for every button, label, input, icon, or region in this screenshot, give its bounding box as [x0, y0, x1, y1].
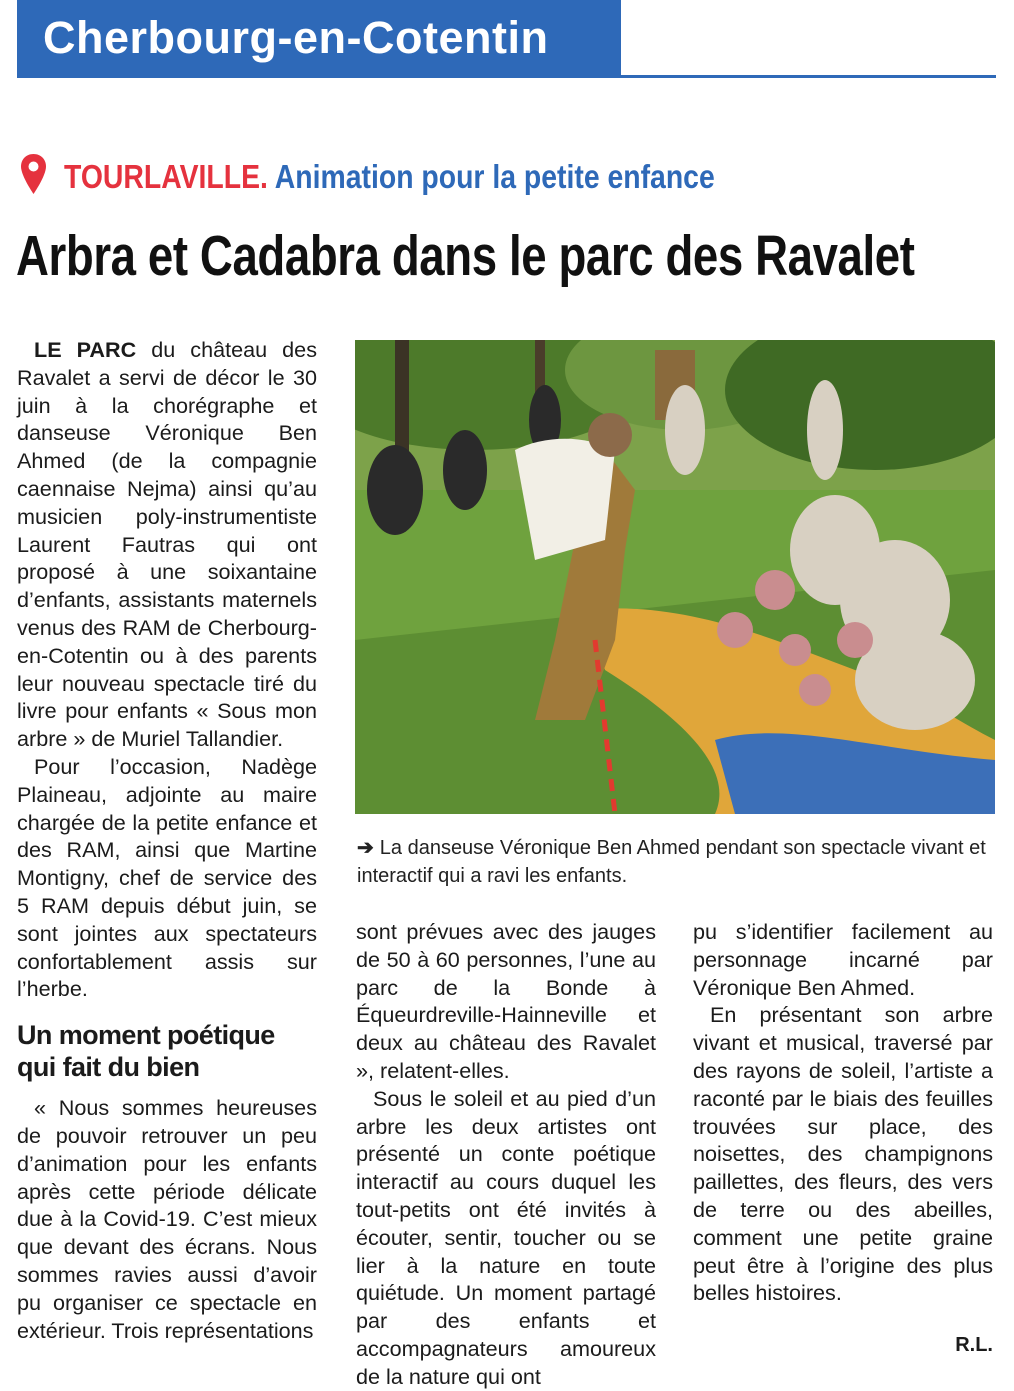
paragraph-1 — [17, 336, 317, 753]
caption-text: La danseuse Véronique Ben Ahmed pendant son spectacle vivant et interactif qui a ravi les enfants. — [357, 837, 986, 887]
paragraph-1-text: du château des Ravalet a servi de décor le 30 juin à la chorégraphe et danseuse Véronique Ben Ahmed (de la compagnie caennaise Nejma) ainsi qu’au musicien poly-instrumentiste Laurent Fautras qui ont proposé à une soixantaine d’enfants, assistants maternels venus des RAM de Cherbourg-en-Cotentin ou à des parents leur nouveau spectacle tiré du livre pour enfants « Sous mon arbre » de Muriel Tallandier. — [17, 337, 317, 752]
paragraph-3-continued: sont prévues avec des jauges de 50 à 60 personnes, l’une au parc de la Bonde à Équeurdreville-Hainneville et deux au château des Ravalet », relatent-elles. — [356, 919, 656, 1083]
subheading: Un moment poétique qui fait du bien — [17, 1020, 275, 1083]
paragraph-5: En présentant son arbre vivant et musical, traversé par des rayons de soleil, l’artiste a raconté par le biais des feuilles trouvées sur place, des noisettes, des champignons paillettes, des fleurs, des vers de terre ou des abeilles, comment une petite graine peut être à l’origine des plus belles histoires. — [693, 1002, 993, 1306]
article-photo — [355, 340, 995, 814]
headline: Arbra et Cadabra dans le parc des Ravalet — [16, 224, 915, 288]
article-column-2 — [356, 918, 656, 1391]
kicker-place: TOURLAVILLE. — [64, 158, 268, 195]
photo-illustration — [355, 340, 995, 814]
article-column-1 — [17, 336, 317, 1344]
article-column-3 — [693, 918, 993, 1307]
section-banner — [17, 0, 621, 78]
kicker-topic: Animation pour la petite enfance — [274, 158, 715, 195]
kicker — [64, 154, 715, 200]
author-signature: R.L. — [955, 1334, 993, 1356]
photo-caption — [357, 834, 997, 890]
section-rule — [621, 75, 996, 78]
paragraph-3: « Nous sommes heureuses de pouvoir retrouver un peu d’animation pour les enfants après cette période délicate due à la Covid-19. C’est mieux que devant des écrans. Nous sommes ravies aussi d’avoir pu organiser ce spectacle en extérieur. Trois représentations — [17, 1095, 317, 1343]
caption-arrow-icon: ➔ — [357, 837, 374, 859]
paragraph-4-continued: pu s’identifier facilement au personnage incarné par Véronique Ben Ahmed. — [693, 919, 993, 1000]
section-title: Cherbourg-en-Cotentin — [43, 12, 549, 63]
paragraph-2: Pour l’occasion, Nadège Plaineau, adjointe au maire chargée de la petite enfance et des RAM, ainsi que Martine Montigny, chef de service des 5 RAM depuis début juin, se sont jointes aux spectateurs confortablement assis sur l’herbe. — [17, 753, 317, 1002]
lead-in: LE PARC — [34, 337, 137, 362]
paragraph-4: Sous le soleil et au pied d’un arbre les deux artistes ont présenté un conte poétique interactif au cours duquel les tout-petits ont été invités à écouter, sentir, toucher ou se lier à la nature en toute quiétude. Un moment partagé par des enfants et accompagnateurs amoureux de la nature qui ont — [356, 1085, 656, 1389]
location-pin-icon — [20, 153, 47, 195]
